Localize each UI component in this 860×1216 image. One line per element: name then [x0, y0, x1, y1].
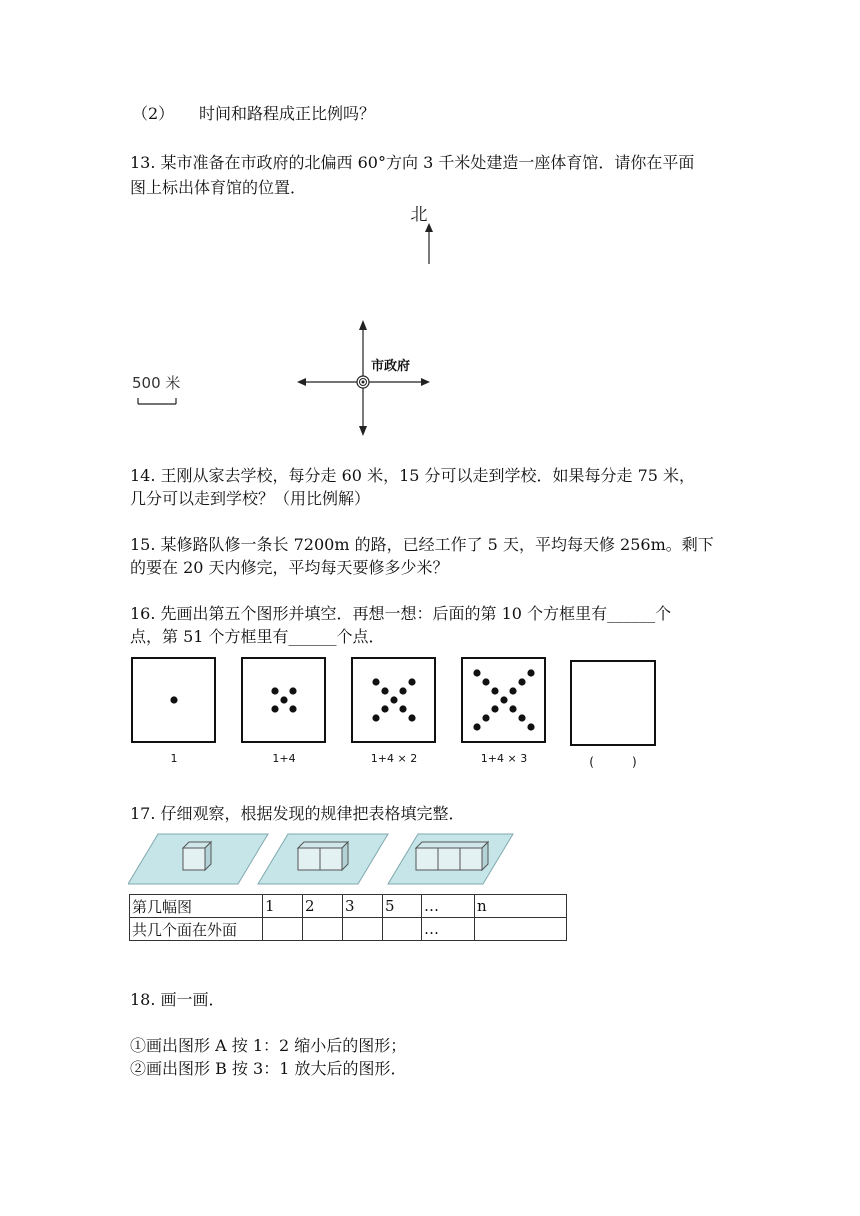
- pattern-dot: [289, 705, 296, 712]
- part-number: （2）: [132, 104, 175, 123]
- pattern-dot: [372, 678, 379, 685]
- pattern-dot: [500, 696, 507, 703]
- table-row: [130, 918, 567, 941]
- city-hall-label: 市政府: [371, 359, 411, 374]
- q13-line2: 图上标出体育馆的位置．: [130, 178, 307, 197]
- q14-line2: 几分可以走到学校？（用比例解）: [130, 489, 371, 508]
- pattern-dot: [509, 705, 516, 712]
- north-arrow: [425, 223, 433, 264]
- q18-item1: ①画出图形 A 按 1：2 缩小后的图形；: [130, 1036, 407, 1055]
- cube-face: [438, 848, 460, 870]
- table-cell: n: [475, 895, 567, 918]
- q17-title: 17. 仔细观察，根据发现的规律把表格填完整．: [130, 804, 465, 823]
- pattern-dot: [518, 714, 525, 721]
- table-cell: 第几幅图: [130, 895, 263, 918]
- table-cell: [303, 918, 343, 941]
- pattern-dot: [399, 687, 406, 694]
- scale-bar: [138, 398, 176, 404]
- table-cell: 5: [383, 895, 422, 918]
- q16-line1: 16. 先画出第五个图形并填空．再想一想：后面的第 10 个方框里有______个: [130, 604, 672, 623]
- city-hall-marker: [357, 376, 369, 388]
- pattern-dot: [408, 714, 415, 721]
- q13-map-figure: [120, 198, 450, 443]
- pattern-dot: [381, 687, 388, 694]
- q15-line1: 15. 某修路队修一条长 7200m 的路，已经工作了 5 天，平均每天修 256m。剩下: [130, 535, 714, 554]
- pattern-dot: [390, 696, 397, 703]
- pattern-dot: [473, 669, 480, 676]
- pattern-dot: [170, 696, 177, 703]
- q18-title: 18. 画一画．: [130, 990, 225, 1009]
- pattern-dot: [408, 678, 415, 685]
- table-cell: [343, 918, 383, 941]
- cube-face: [416, 848, 438, 870]
- q18-item2: ②画出图形 B 按 3：1 放大后的图形．: [130, 1059, 407, 1078]
- scale-label: 500 米: [132, 374, 181, 392]
- pattern-dot: [491, 687, 498, 694]
- pattern-dot: [280, 696, 287, 703]
- box-5-empty: [571, 661, 655, 745]
- pattern-dot: [527, 669, 534, 676]
- part-question: 时间和路程成正比例吗？: [199, 104, 376, 123]
- cube-face: [320, 848, 342, 870]
- table-cell: …: [422, 918, 475, 941]
- label-1: 1: [170, 752, 178, 765]
- table-cell: 3: [343, 895, 383, 918]
- q15-line2: 的要在 20 天内修完，平均每天要修多少米？: [130, 558, 449, 577]
- pattern-dot: [381, 705, 388, 712]
- q16-dot-pattern-figure: [128, 654, 663, 774]
- table-cell: 共几个面在外面: [130, 918, 263, 941]
- pattern-dot: [527, 723, 534, 730]
- label-2: 1+4: [272, 752, 296, 765]
- table-cell: …: [422, 895, 475, 918]
- pattern-dot: [372, 714, 379, 721]
- table-cell: 2: [303, 895, 343, 918]
- table-cell: 1: [263, 895, 303, 918]
- table-cell: [475, 918, 567, 941]
- label-5: ( ): [589, 755, 637, 769]
- table-cell: [383, 918, 422, 941]
- cube-face: [460, 848, 482, 870]
- q17-table: [129, 894, 567, 941]
- pattern-dot: [482, 714, 489, 721]
- pattern-dot: [482, 678, 489, 685]
- cube-row: [298, 842, 348, 870]
- pattern-dot: [271, 705, 278, 712]
- pattern-dot: [491, 705, 498, 712]
- pattern-dot: [518, 678, 525, 685]
- label-3: 1+4 × 2: [370, 752, 418, 765]
- q16-line2: 点，第 51 个方框里有______个点．: [130, 627, 385, 646]
- pattern-dot: [473, 723, 480, 730]
- table-row: [130, 895, 567, 918]
- pattern-dot: [289, 687, 296, 694]
- pattern-dot: [271, 687, 278, 694]
- cube-row: [183, 842, 211, 870]
- cube-row: [416, 842, 488, 870]
- cube-face: [183, 848, 205, 870]
- label-4: 1+4 × 3: [480, 752, 528, 765]
- table-cell: [263, 918, 303, 941]
- pattern-dot: [399, 705, 406, 712]
- q13-line1: 13. 某市准备在市政府的北偏西 60°方向 3 千米处建造一座体育馆．请你在平面: [130, 153, 695, 172]
- north-label: 北: [410, 205, 428, 225]
- pattern-dot: [509, 687, 516, 694]
- q14-line1: 14. 王刚从家去学校，每分走 60 米，15 分可以走到学校．如果每分走 75 米，: [130, 466, 696, 485]
- cube-face: [298, 848, 320, 870]
- q17-cubes-figure: [128, 830, 528, 890]
